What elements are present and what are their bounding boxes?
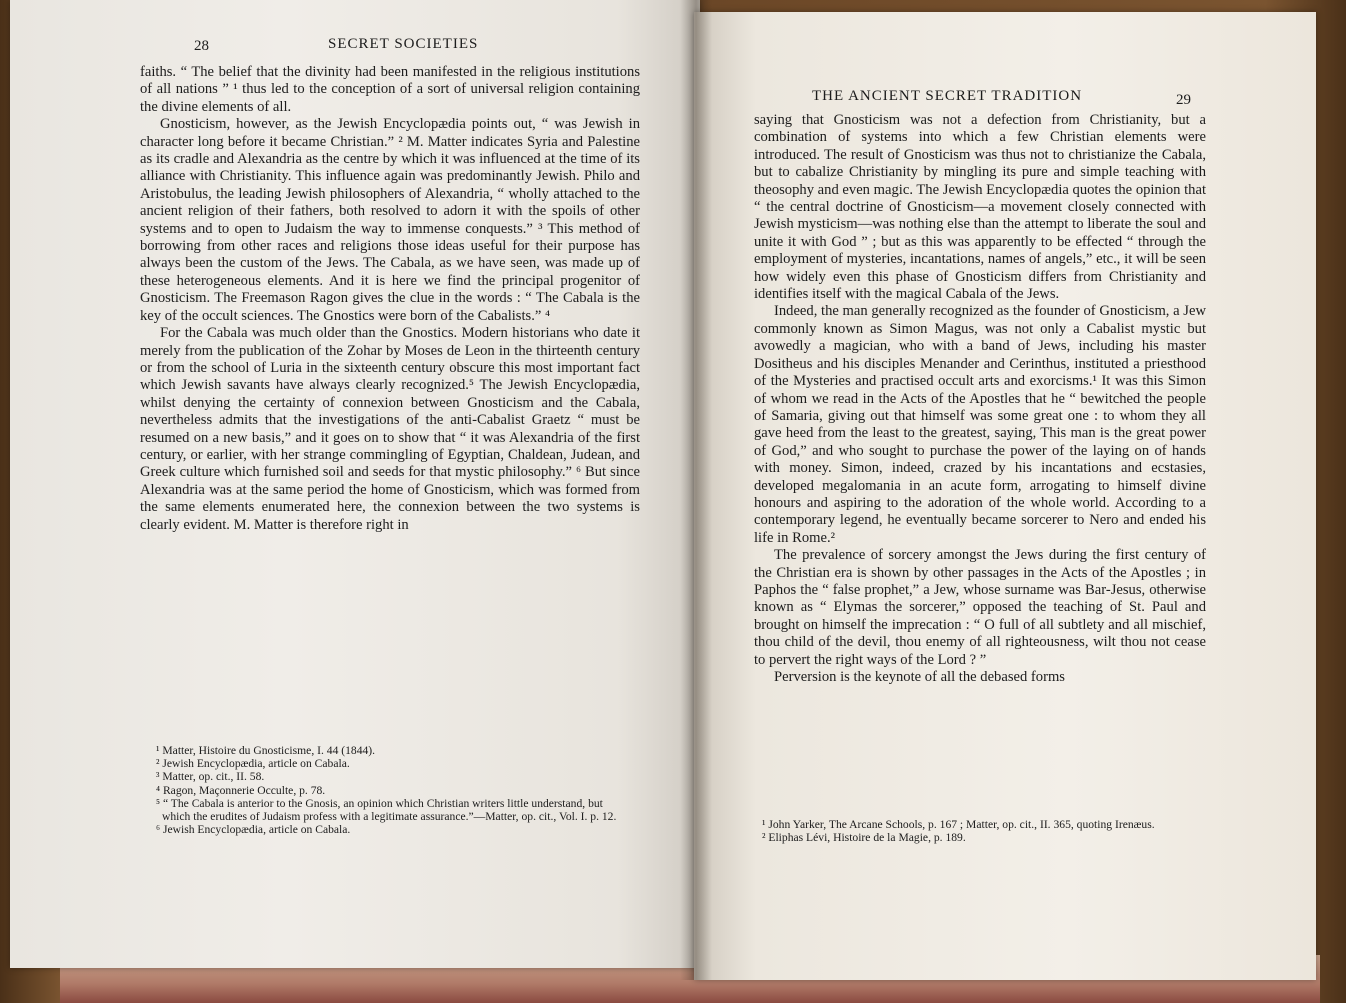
running-head: THE ANCIENT SECRET TRADITION <box>812 88 1083 104</box>
paragraph: The prevalence of sorcery amongst the Jews during the first century of the Christian era is shown by other passages in the Acts of the Apostles ; in Paphos the “ false prophet,” a Jew, whose surname was Bar-Jesus, otherwise known as “ Elymas the sorcerer,” opposed the teaching of St. Paul and brought on himself the imprecation : “ O full of all subtlety and all mischief, thou child of the devil, thou enemy of all righteousness, wilt thou not cease to pervert the right ways of the Lord ? ” <box>754 547 1206 668</box>
footnote: ² Eliphas Lévi, Histoire de la Magie, p. 189. <box>762 831 966 845</box>
paragraph: Perversion is the keynote of all the debased forms <box>774 669 1065 685</box>
paragraph: saying that Gnosticism was not a defection from Christianity, but a combination of systems into which a few Christian elements were introduced. The result of Gnosticism was thus not to christianize the Cabala, but to cabalize Christianity by mingling its pure and simple teaching with theosophy and even magic. The Jewish Encyclopædia quotes the opinion that “ the central doctrine of Gnosticism—a movement closely connected with Jewish mysticism—was nothing else than the attempt to liberate the soul and unite it with God ” ; but as this was apparently to be effected “ through the employment of mysteries, incantations, names of angels,” etc., it will be seen how widely even this phase of Gnosticism differs from Christianity and identifies itself with the magical Cabala of the Jews. <box>754 112 1206 303</box>
paragraph: For the Cabala was much older than the Gnostics. Modern historians who date it merely from the publication of the Zohar by Moses de Leon in the thirteenth century or from the school of Luria in the sixteenth century obscure this most important fact which Jewish savants have always clearly recognized.⁵ The Jewish Encyclopædia, whilst denying the certainty of connexion between Gnosticism and the Cabala, nevertheless admits that the investigations of the anti-Cabalist Graetz “ must be resumed on a new basis,” and it goes on to show that “ it was Alexandria of the first century, or earlier, with her strange commingling of Egyptian, Chaldean, Judean, and Greek culture which furnished soil and seeds for that mystic philosophy.” ⁶ But since Alexandria was at the same period the home of Gnosticism, which was formed from the same elements enumerated here, the connexion between the two systems is clearly evident. M. Matter is therefore right in <box>140 325 640 533</box>
footnote: ¹ John Yarker, The Arcane Schools, p. 167 ; Matter, op. cit., II. 365, quoting Irenæus. <box>762 818 1155 831</box>
page-number: 28 <box>194 38 209 54</box>
footnotes <box>754 818 1208 844</box>
footnote: ² Jewish Encyclopædia, article on Cabala. <box>156 757 350 771</box>
book-gutter <box>680 0 712 980</box>
page-number: 29 <box>1176 92 1191 108</box>
paragraph: faiths. “ The belief that the divinity had been manifested in the religious institutions of all nations ” ¹ thus led to the conception of a sort of universal religion containing the divine elements of all. <box>140 64 640 115</box>
left-page <box>10 0 700 968</box>
body-text <box>754 112 1206 686</box>
paragraph: Gnosticism, however, as the Jewish Encyclopædia points out, “ was Jewish in character long before it became Christian.” ² M. Matter indicates Syria and Palestine as its cradle and Alexandria as the centre by which it was influenced at the time of its alliance with Christianity. This influence again was predominantly Jewish. Philo and Aristobulus, the leading Jewish philosophers of Alexandria, “ wholly attached to the ancient religion of their fathers, both resolved to adorn it with the spoils of other systems and to open to Judaism the way to immense conquests.” ³ This method of borrowing from other races and religions those ideas useful for their purpose has always been the custom of the Jews. The Cabala, as we have seen, was made up of these heterogeneous elements. And it is here we find the principal progenitor of Gnosticism. The Freemason Ragon gives the clue in the words : “ The Cabala is the key of the occult sciences. The Gnostics were born of the Cabalists.” ⁴ <box>140 116 640 324</box>
body-text <box>140 64 640 534</box>
footnote: ⁴ Ragon, Maçonnerie Occulte, p. 78. <box>156 783 326 797</box>
right-page <box>694 12 1316 980</box>
running-head: SECRET SOCIETIES <box>328 36 479 52</box>
footnotes <box>148 744 628 836</box>
footnote: ⁵ “ The Cabala is anterior to the Gnosis, an opinion which Christian writers little understand, but which the erudites of Judaism profess with a legitimate assurance.”—Matter, op. cit., Vol. I. p. 12. <box>156 796 617 824</box>
footnote: ³ Matter, op. cit., II. 58. <box>156 770 265 784</box>
footnote: ⁶ Jewish Encyclopædia, article on Cabala. <box>156 823 351 837</box>
paragraph: Indeed, the man generally recognized as the founder of Gnosticism, a Jew commonly known as Simon Magus, was not only a Cabalist mystic but avowedly a magician, who with a band of Jews, including his master Dositheus and his disciples Menander and Cerinthus, instituted a priesthood of the Mysteries and practised occult arts and exorcisms.¹ It was this Simon of whom we read in the Acts of the Apostles that he “ bewitched the people of Samaria, giving out that himself was some great one : to whom they all gave heed from the least to the greatest, saying, This man is the great power of God,” and who sought to purchase the power of the laying on of hands with money. Simon, indeed, crazed by his incantations and ecstasies, developed megalomania in an acute form, arrogating to himself divine honours and aspiring to the adoration of the whole world. According to a contemporary legend, he eventually became sorcerer to Nero and ended his life in Rome.² <box>754 303 1206 546</box>
footnote: ¹ Matter, Histoire du Gnosticisme, I. 44 (1844). <box>156 744 376 757</box>
